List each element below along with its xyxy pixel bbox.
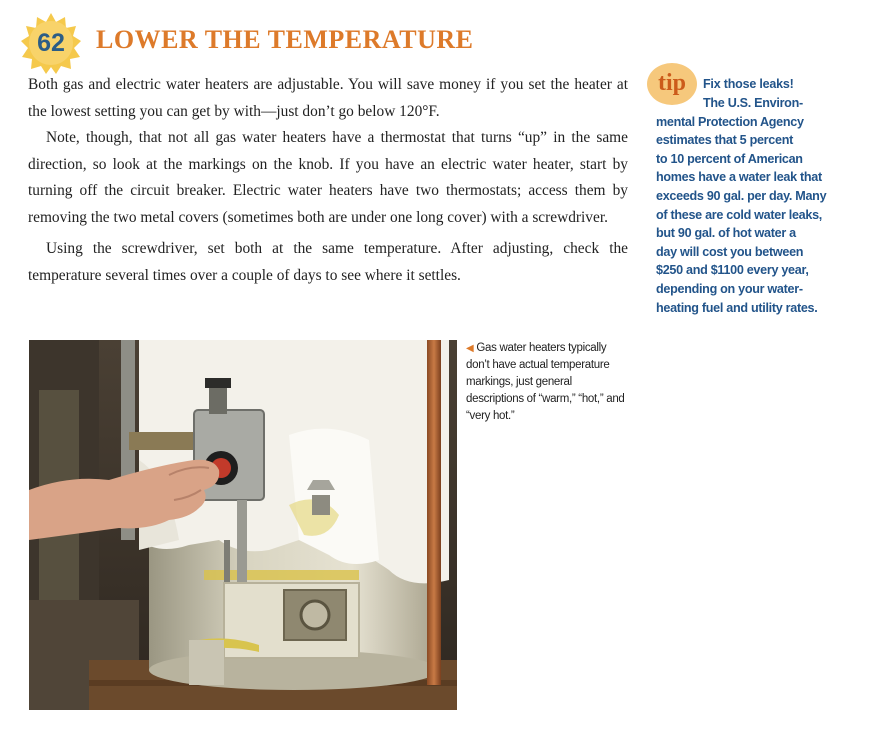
tip-line: estimates that 5 percent (656, 133, 793, 148)
tip-line: heating fuel and utility rates. (656, 300, 818, 315)
tip-line: exceeds 90 gal. per day. Many (656, 188, 827, 203)
tip-line: to 10 percent of American (656, 151, 803, 166)
article-body (28, 72, 628, 289)
tip-line: but 90 gal. of hot water a (656, 226, 796, 241)
photo-caption (466, 340, 626, 425)
section-title: LOWER THE TEMPERATURE (96, 25, 474, 54)
tip-line: day will cost you between (656, 244, 804, 259)
water-heater-photo (29, 340, 457, 710)
tip-line: depending on your water- (656, 281, 803, 296)
paragraph-3: Using the screwdriver, set both at the same temperature. After adjusting, check the temperature several times over a couple of days to see where it settles. (28, 240, 628, 284)
tip-label: tip (657, 70, 686, 96)
tip-line: homes have a water leak that (656, 170, 822, 185)
section-number: 62 (37, 29, 65, 57)
left-triangle-icon: ◀ (466, 343, 474, 354)
tip-line: The U.S. Environ- (703, 96, 803, 110)
paragraph-1: Both gas and electric water heaters are adjustable. You will save money if you set the heater at the lowest setting you can get by with—just don’t go below 120°F. (28, 76, 628, 120)
tip-heading: Fix those leaks! (703, 77, 794, 91)
section-number-badge (20, 12, 82, 74)
tip-line: mental Protection Agency (656, 114, 804, 129)
tip-line: of these are cold water leaks, (656, 207, 822, 222)
tip-line: $250 and $1100 every year, (656, 263, 809, 278)
tip-body (656, 94, 871, 317)
water-heater-illustration (29, 340, 457, 710)
caption-text: Gas water heaters typically don’t have actual temperature markings, just general descriptions of “warm,” “hot,” and “very hot.” (466, 342, 625, 422)
paragraph-2: Note, though, that not all gas water heaters have a thermostat that turns “up” in the same direction, so look at the markings on the knob. If you have an electric water heater, start by turning off the circuit breaker. Electric water heaters have two thermostats; access them by removing the two metal covers (sometimes both are under one long cover) with a screwdriver. (28, 129, 628, 226)
